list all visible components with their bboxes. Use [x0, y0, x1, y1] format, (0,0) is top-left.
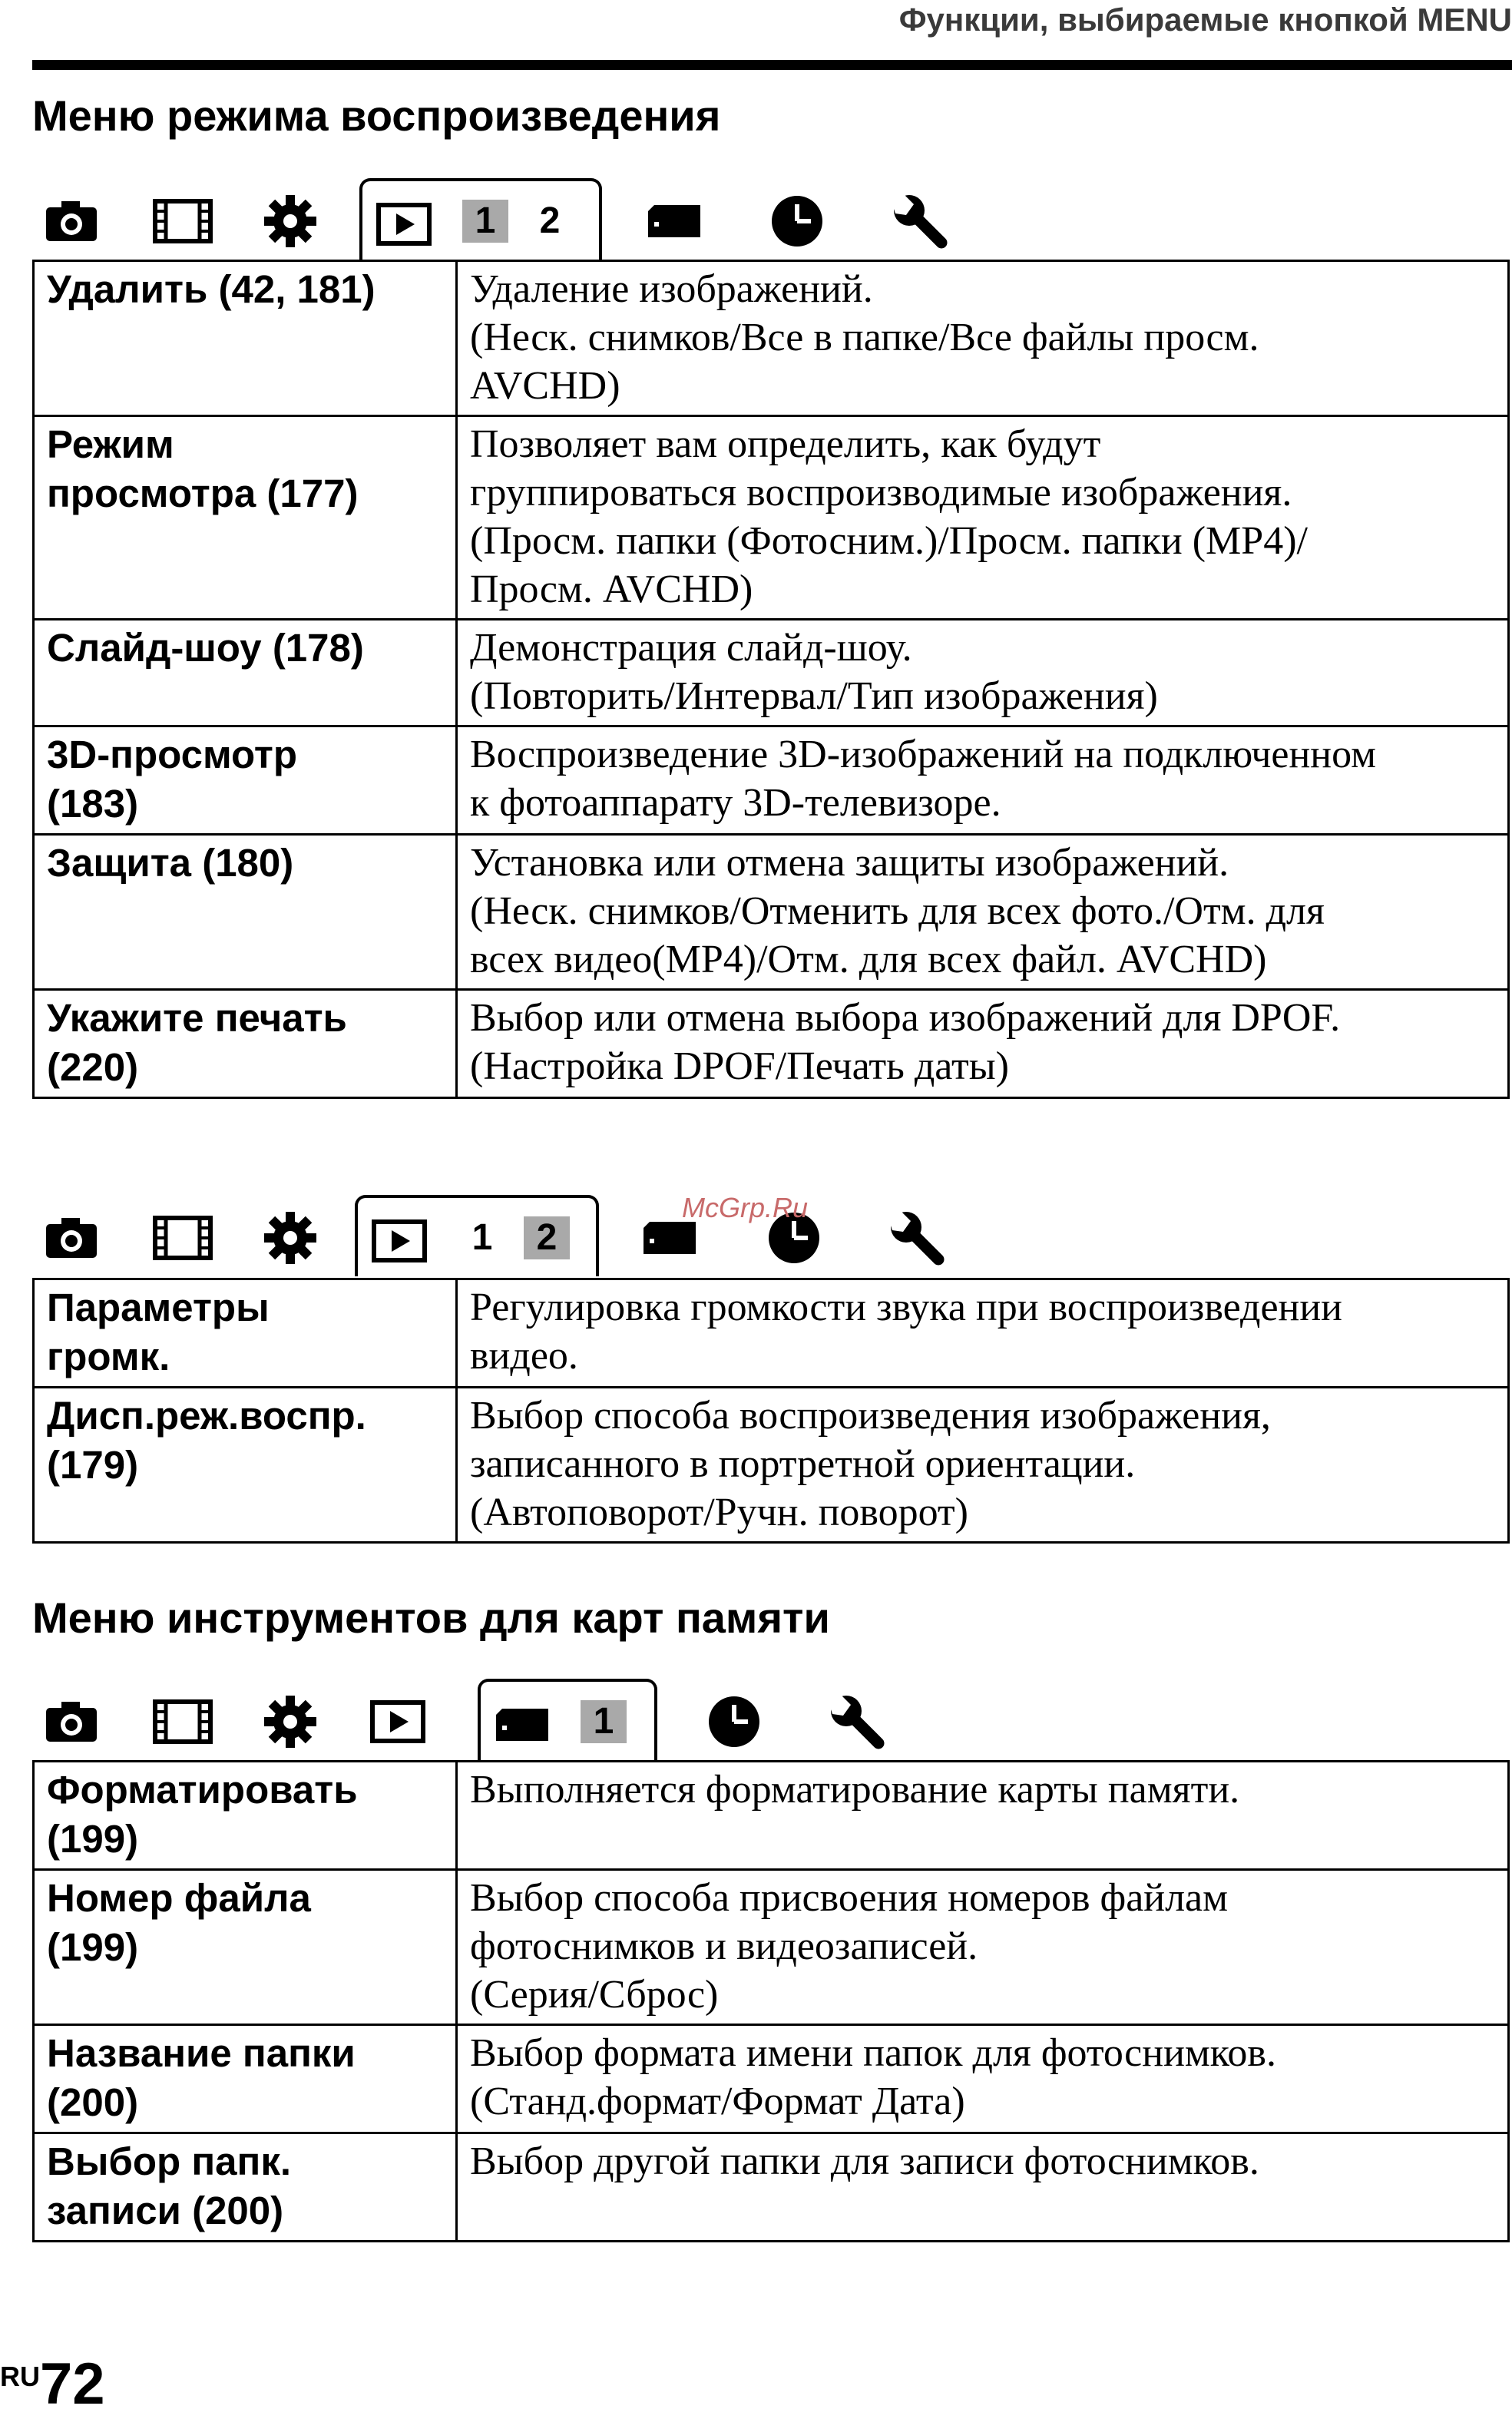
menu-item-name	[34, 416, 457, 620]
menu-item-name-line: Режим	[47, 422, 174, 466]
menu-item-name	[34, 261, 457, 416]
menu-item-description-line: Выполняется форматирование карты памяти.	[470, 1768, 1240, 1812]
menu-item-description-line: видео.	[470, 1334, 578, 1378]
menu-item-name-line: (199)	[47, 1817, 139, 1861]
section-title-playback: Меню режима воспроизведения	[32, 91, 721, 140]
menu-item-name-line: записи (200)	[47, 2189, 284, 2232]
movie-icon[interactable]	[152, 1200, 213, 1276]
playback-menu-table-2	[32, 1278, 1510, 1544]
gear-icon[interactable]	[260, 1200, 321, 1276]
wrench-icon[interactable]	[826, 1683, 888, 1760]
menu-item-description	[457, 1762, 1509, 1870]
menu-item-description-line: Просм. AVCHD)	[470, 568, 753, 611]
playback-icon	[372, 1203, 427, 1279]
tab-page-1-active[interactable]: 1	[581, 1700, 627, 1743]
menu-item-description-line: Демонстрация слайд-шоу.	[470, 626, 912, 670]
gear-icon[interactable]	[260, 1683, 321, 1760]
menu-item-description	[457, 1388, 1509, 1543]
page-footer	[0, 2350, 105, 2419]
clock-icon[interactable]	[766, 183, 828, 260]
header-rule	[32, 60, 1512, 70]
menu-item-name-line: (179)	[47, 1443, 139, 1487]
menu-item-description-line: записанного в портретной ориентации.	[470, 1442, 1136, 1486]
memory-card-icon	[491, 1686, 553, 1763]
tab-playback[interactable]	[355, 1195, 599, 1276]
menu-item-description-line: Выбор способа воспроизведения изображения,	[470, 1394, 1271, 1438]
menu-item-description-line: всех видео(MP4)/Отм. для всех файл. AVCHD)	[470, 938, 1267, 981]
menu-item-description	[457, 620, 1509, 726]
table-row	[34, 1870, 1509, 2025]
tab-page-1-active[interactable]: 1	[462, 200, 508, 243]
menu-item-name	[34, 835, 457, 990]
menu-item-name-line: просмотра (177)	[47, 472, 359, 515]
table-row	[34, 620, 1509, 726]
menu-item-description-line: (Повторить/Интервал/Тип изображения)	[470, 674, 1158, 718]
menu-item-name-line: (199)	[47, 1925, 139, 1969]
menu-item-description	[457, 835, 1509, 990]
movie-icon[interactable]	[152, 183, 213, 260]
camera-icon[interactable]	[45, 1683, 98, 1760]
menu-item-name-line: Название папки	[47, 2031, 356, 2075]
clock-icon[interactable]	[703, 1683, 765, 1760]
gear-icon[interactable]	[260, 183, 321, 260]
menu-tabbar-memory-card	[32, 1683, 1512, 1760]
section-title-memory-card: Меню инструментов для карт памяти	[32, 1593, 830, 1642]
menu-item-description	[457, 1279, 1509, 1388]
menu-item-name-line: Форматировать	[47, 1768, 358, 1812]
tab-page-1[interactable]: 1	[471, 1217, 493, 1258]
menu-item-description-line: к фотоаппарату 3D-телевизоре.	[470, 781, 1001, 825]
menu-item-name-line: Выбор папк.	[47, 2139, 292, 2183]
menu-item-description	[457, 1870, 1509, 2025]
menu-item-name	[34, 1388, 457, 1543]
playback-menu-table-1	[32, 260, 1510, 1099]
tab-page-2-active[interactable]: 2	[524, 1216, 570, 1259]
menu-item-name	[34, 1870, 457, 2025]
menu-item-description	[457, 2025, 1509, 2133]
menu-item-description-line: Регулировка громкости звука при воспроизведении	[470, 1286, 1343, 1329]
menu-item-description-line: группироваться воспроизводимые изображения.	[470, 471, 1292, 515]
menu-item-description-line: AVCHD)	[470, 364, 620, 408]
menu-item-description-line: Выбор другой папки для записи фотоснимков.	[470, 2139, 1259, 2183]
menu-item-description-line: фотоснимков и видеозаписей.	[470, 1924, 978, 1968]
table-row	[34, 990, 1509, 1098]
tab-memory-card[interactable]	[478, 1679, 657, 1760]
menu-item-description-line: (Неск. снимков/Отменить для всех фото./Отм. для	[470, 889, 1325, 933]
movie-icon[interactable]	[152, 1683, 213, 1760]
menu-item-description	[457, 261, 1509, 416]
menu-item-name	[34, 620, 457, 726]
menu-item-description-line: (Серия/Сброс)	[470, 1973, 719, 2017]
menu-item-name-line: Удалить (42, 181)	[47, 267, 376, 311]
camera-icon[interactable]	[45, 183, 98, 260]
memory-card-menu-table	[32, 1760, 1510, 2242]
playback-icon	[376, 186, 432, 263]
camera-icon[interactable]	[45, 1200, 98, 1276]
wrench-icon[interactable]	[889, 183, 951, 260]
menu-item-description-line: Воспроизведение 3D-изображений на подключенном	[470, 733, 1377, 776]
menu-item-name-line: (220)	[47, 1045, 139, 1089]
menu-item-description-line: Позволяет вам определить, как будут	[470, 422, 1101, 466]
menu-item-description-line: Выбор формата имени папок для фотоснимков.	[470, 2031, 1276, 2075]
menu-item-description-line: (Настройка DPOF/Печать даты)	[470, 1044, 1009, 1088]
menu-item-name	[34, 726, 457, 835]
menu-item-name-line: Слайд-шоу (178)	[47, 626, 364, 670]
menu-item-name	[34, 1762, 457, 1870]
menu-item-name-line: Дисп.реж.воспр.	[47, 1394, 366, 1438]
menu-item-name	[34, 2025, 457, 2133]
playback-icon[interactable]	[367, 1683, 428, 1760]
table-row	[34, 1762, 1509, 1870]
memory-card-icon[interactable]	[644, 183, 705, 260]
menu-tabbar-playback-1	[32, 183, 1512, 260]
wrench-icon[interactable]	[886, 1200, 948, 1276]
menu-item-description	[457, 990, 1509, 1098]
table-row	[34, 1388, 1509, 1543]
table-row	[34, 1279, 1509, 1388]
menu-item-name	[34, 2133, 457, 2242]
table-row	[34, 726, 1509, 835]
menu-item-name	[34, 990, 457, 1098]
menu-item-name-line: Защита (180)	[47, 841, 294, 885]
table-row	[34, 835, 1509, 990]
menu-item-description-line: (Станд.формат/Формат Дата)	[470, 2080, 965, 2123]
menu-item-description	[457, 416, 1509, 620]
menu-item-name-line: Укажите печать	[47, 996, 347, 1040]
page-number: 72	[40, 2351, 105, 2417]
tab-page-2[interactable]: 2	[539, 200, 561, 241]
menu-item-description-line: Удаление изображений.	[470, 267, 873, 311]
menu-item-name-line: (183)	[47, 782, 139, 826]
menu-item-name-line: (200)	[47, 2080, 139, 2124]
table-row	[34, 261, 1509, 416]
page-header-title: Функции, выбираемые кнопкой MENU	[898, 2, 1512, 38]
table-row	[34, 2133, 1509, 2242]
table-row	[34, 416, 1509, 620]
language-code: RU	[0, 2361, 40, 2392]
menu-item-description-line: (Просм. папки (Фотосним.)/Просм. папки (MP4)/	[470, 519, 1308, 563]
menu-item-description-line: (Автоповорот/Ручн. поворот)	[470, 1491, 968, 1534]
menu-item-name-line: 3D-просмотр	[47, 733, 298, 776]
menu-item-description	[457, 726, 1509, 835]
tab-playback[interactable]	[359, 178, 602, 260]
watermark-text: McGrp.Ru	[682, 1192, 809, 1223]
table-row	[34, 2025, 1509, 2133]
menu-item-name-line: Номер файла	[47, 1876, 311, 1920]
menu-item-description-line: Выбор способа присвоения номеров файлам	[470, 1876, 1229, 1920]
menu-item-description-line: (Неск. снимков/Все в папке/Все файлы просм.	[470, 316, 1259, 359]
menu-item-name-line: громк.	[47, 1335, 170, 1378]
menu-item-name-line: Параметры	[47, 1286, 270, 1329]
menu-item-description	[457, 2133, 1509, 2242]
menu-item-description-line: Установка или отмена защиты изображений.	[470, 841, 1229, 885]
menu-item-description-line: Выбор или отмена выбора изображений для DPOF.	[470, 996, 1341, 1040]
menu-item-name	[34, 1279, 457, 1388]
